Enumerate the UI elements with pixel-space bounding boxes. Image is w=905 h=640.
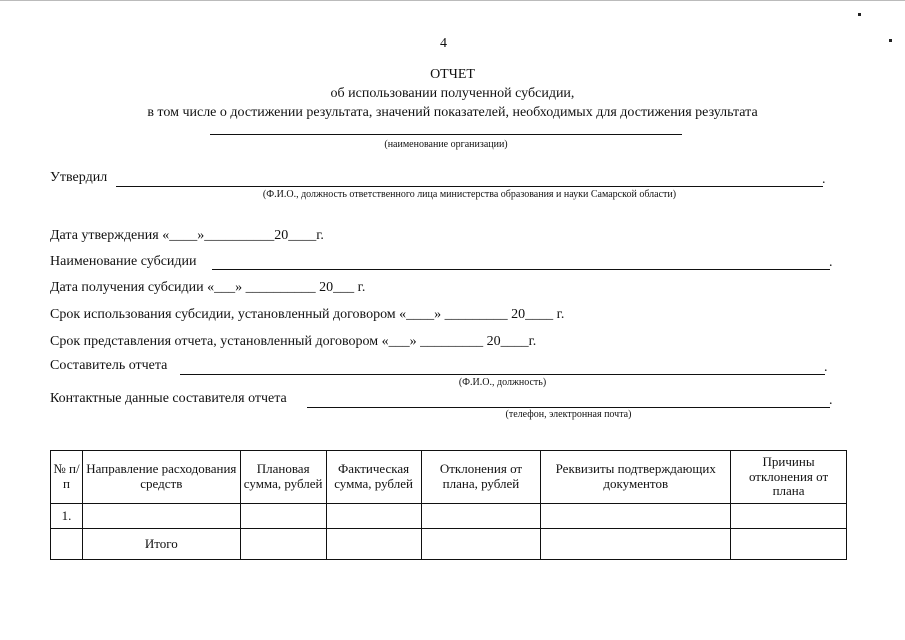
table-cell [326, 529, 421, 560]
page-number: 4 [440, 36, 447, 51]
contacts-caption: (телефон, электронная почта) [505, 409, 632, 420]
header-actual-sum: Фактическая сумма, рублей [326, 451, 421, 504]
received-date-field: Дата получения субсидии «___» __________ 20___ г. [50, 280, 366, 295]
approved-caption: (Ф.И.О., должность ответственного лица министерства образования и науки Самарской области) [262, 189, 677, 200]
report-table [50, 450, 847, 560]
table-cell [240, 529, 326, 560]
table-cell [240, 504, 326, 529]
table-total-row [51, 529, 847, 560]
header-planned-sum: Плановая сумма, рублей [240, 451, 326, 504]
header-documents: Реквизиты подтверждающих документов [541, 451, 731, 504]
table-row [51, 504, 847, 529]
table-cell [421, 529, 541, 560]
table-cell [541, 529, 731, 560]
header-deviations: Отклонения от плана, рублей [421, 451, 541, 504]
approval-date-field: Дата утверждения «____»__________20____г. [50, 228, 324, 243]
subsidy-name-line [212, 269, 830, 270]
subsidy-name-end-dot: . [829, 255, 833, 270]
scan-speck [889, 39, 892, 42]
report-subtitle-1: об использовании полученной субсидии, [330, 86, 575, 101]
compiler-caption: (Ф.И.О., должность) [458, 377, 547, 388]
scan-artifact-line [0, 0, 905, 1]
compiler-line [180, 374, 825, 375]
header-direction: Направление расходования средств [82, 451, 240, 504]
table-cell [731, 504, 847, 529]
table-cell [326, 504, 421, 529]
subsidy-name-label: Наименование субсидии [50, 254, 197, 269]
table-cell [421, 504, 541, 529]
compiler-end-dot: . [824, 360, 828, 375]
table-header-row [51, 451, 847, 504]
table-cell [541, 504, 731, 529]
header-number: № п/п [51, 451, 83, 504]
contacts-end-dot: . [829, 393, 833, 408]
report-term-field: Срок представления отчета, установленный договором «___» _________ 20____г. [50, 334, 537, 349]
row-number: 1. [51, 504, 83, 529]
org-caption: (наименование организации) [384, 139, 508, 150]
table-cell [731, 529, 847, 560]
report-subtitle-2: в том числе о достижении результата, значений показателей, необходимых для достижения результата [147, 105, 758, 120]
usage-term-field: Срок использования субсидии, установленный договором «____» _________ 20____ г. [50, 307, 565, 322]
total-label: Итого [82, 529, 240, 560]
header-reasons: Причины отклонения от плана [731, 451, 847, 504]
approved-end-dot: . [822, 172, 826, 187]
approved-label: Утвердил [50, 170, 108, 185]
org-name-line [210, 134, 682, 135]
contacts-label: Контактные данные составителя отчета [50, 391, 287, 406]
table-cell [51, 529, 83, 560]
report-title: ОТЧЕТ [430, 67, 475, 82]
table-cell [82, 504, 240, 529]
scan-speck [858, 13, 861, 16]
compiler-label: Составитель отчета [50, 358, 168, 373]
approved-line [116, 186, 823, 187]
contacts-line [307, 407, 830, 408]
